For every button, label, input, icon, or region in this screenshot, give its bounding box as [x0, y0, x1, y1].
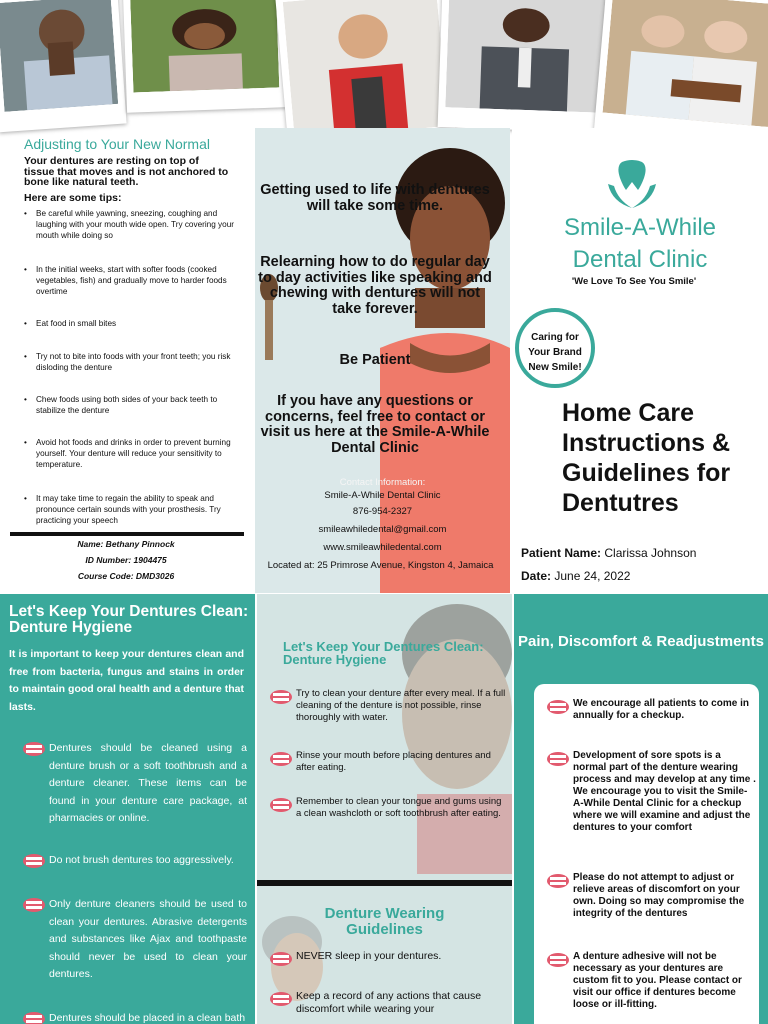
hygiene-wearing-panel: [257, 594, 512, 1024]
hygiene2-bullet: Try to clean your denture after every meal. If a full cleaning of the denture is not possible, rinse thoroughly with water.: [269, 688, 509, 724]
hygiene2-bullet: Rinse your mouth before placing dentures and after eating.: [269, 750, 509, 774]
pain-card: [534, 684, 759, 1024]
tip-item: • Be careful while yawning, sneezing, coughing and laughing with your mouth wide open. Try covering your mouth while doing so: [24, 209, 234, 240]
denture-icon: [269, 991, 293, 1007]
encouragement-panel: [255, 128, 510, 593]
hygiene-bullet: Dentures should be cleaned using a denture brush or a soft toothbrush and a denture cleaner. These items can be found in your denture care package, at pharmacies or online.: [22, 740, 247, 828]
denture-icon: [269, 689, 293, 705]
tip-item: • Try not to bite into foods with your front teeth; you risk disloding the denture: [24, 352, 231, 372]
patient-name: Patient Name: Clarissa Johnson: [521, 546, 697, 560]
wearing-bullet: NEVER sleep in your dentures.: [269, 950, 509, 967]
adjusting-heading: Adjusting to Your New Normal: [24, 136, 210, 152]
contact-heading: Contact Information:: [339, 477, 426, 488]
denture-icon: [22, 741, 46, 757]
denture-icon: [269, 797, 293, 813]
contact-email: smileawhiledental@gmail.com: [318, 524, 447, 535]
tip-item: • In the initial weeks, start with softer foods (cooked vegetables, fish) and gradually move to harder foods overtime: [24, 265, 227, 296]
course-code: Course Code: DMD3026: [77, 571, 175, 581]
pain-bullet: Please do not attempt to adjust or relieve areas of discomfort on your own. Doing so may compromise the integrity of the dentures: [546, 872, 756, 920]
tips-heading: Here are some tips:: [24, 192, 122, 204]
divider: [257, 880, 512, 886]
denture-icon: [22, 1011, 46, 1024]
wearing-heading: Denture Wearing Guidelines: [324, 905, 445, 938]
photo-young-woman: [123, 0, 287, 113]
patient-date: Date: June 24, 2022: [521, 569, 631, 583]
tip-item: • It may take time to regain the ability to speak and pronounce certain sounds with your prosthesis. Try practicing your speech: [24, 494, 221, 525]
smiling-man-image: [387, 594, 512, 874]
denture-icon: [546, 751, 570, 767]
adjusting-intro: Your dentures are resting on top of tissue that moves and is not anchored to bone like natural teeth.: [24, 155, 229, 188]
message-relearning: Relearning how to do regular day to day activities like speaking and chewing with dentures will not take forever.: [258, 254, 492, 317]
denture-icon: [22, 853, 46, 869]
pain-bullet: A denture adhesive will not be necessary as your dentures are custom fit to you. Please contact or visit our office if dentures become loose or ill-fitting.: [546, 951, 756, 1011]
pain-heading: Pain, Discomfort & Readjustments: [518, 633, 764, 650]
pain-panel: [514, 594, 768, 1024]
brand-badge: Caring for Your Brand New Smile!: [515, 308, 595, 388]
cover-panel: [512, 128, 768, 593]
adjusting-panel: [0, 128, 252, 593]
hygiene-heading: Let's Keep Your Dentures Clean: Denture Hygiene: [9, 603, 249, 636]
tip-item: • Eat food in small bites: [24, 319, 117, 328]
hygiene2-bullet: Remember to clean your tongue and gums using a clean washcloth or soft toothbrush after eating.: [269, 796, 509, 820]
photo-businessman: [438, 0, 613, 133]
message-questions: If you have any questions or concerns, feel free to contact or visit us here at the Smile-A-While Dental Clinic: [260, 393, 490, 456]
hygiene-intro: It is important to keep your dentures clean and free from bacteria, fungus and stains in order to maintain good oral health and a denture that lasts.: [9, 648, 244, 713]
pain-bullet: We encourage all patients to come in annually for a checkup.: [546, 698, 756, 722]
pain-bullet: Development of sore spots is a normal part of the denture wearing process and may develop at any time . We encourage you to visit the Smile-A-While Dental Clinic for a checkup where we will examine and adjust the dentures to your comfort: [546, 750, 756, 834]
tip-item: • Chew foods using both sides of your back teeth to stabilize the denture: [24, 395, 218, 415]
author-id: ID Number: 1904475: [85, 555, 167, 565]
denture-icon: [546, 699, 570, 715]
document-title: Home Care Instructions & Guidelines for Dentutres: [562, 399, 731, 517]
tooth-hands-icon: [604, 156, 660, 212]
tip-item: • Avoid hot foods and drinks in order to prevent burning yourself. Your denture will reduce your sensitivity to temperature.: [24, 438, 231, 469]
denture-icon: [269, 751, 293, 767]
photo-elderly-couple: [594, 0, 768, 148]
clinic-motto: 'We Love To See You Smile': [571, 276, 697, 287]
hygiene-bullet: Only denture cleaners should be used to clean your dentures. Abrasive detergents and substances like Ajax and toothpaste should never be used to clean your dentures.: [22, 896, 247, 984]
contact-clinic: Smile-A-While Dental Clinic: [324, 490, 441, 501]
clinic-name-line2: Dental Clinic: [572, 246, 708, 273]
hygiene-bullet: Do not brush dentures too aggressively.: [22, 852, 247, 870]
denture-icon: [269, 951, 293, 967]
hygiene2-heading: Let's Keep Your Dentures Clean: Denture Hygiene: [283, 639, 484, 667]
wearing-bullet: Keep a record of any actions that cause discomfort while wearing your: [269, 990, 509, 1016]
photo-elderly-man: [0, 0, 127, 132]
contact-location: Located at: 25 Primrose Avenue, Kingston 4, Jamaica: [267, 560, 494, 571]
message-patient: Be Patient: [339, 352, 411, 368]
hygiene-bullet: Dentures should be placed in a clean bath: [22, 1010, 247, 1024]
message-time: Getting used to life with dentures will take some time.: [260, 182, 490, 214]
contact-phone: 876-954-2327: [352, 506, 413, 517]
denture-icon: [546, 952, 570, 968]
hygiene-panel: [0, 594, 255, 1024]
author-name: Name: Bethany Pinnock: [77, 539, 175, 549]
denture-icon: [546, 873, 570, 889]
divider: [10, 532, 244, 536]
contact-website: www.smileawhiledental.com: [323, 542, 442, 553]
denture-icon: [22, 897, 46, 913]
clinic-name-line1: Smile-A-While: [563, 214, 716, 241]
